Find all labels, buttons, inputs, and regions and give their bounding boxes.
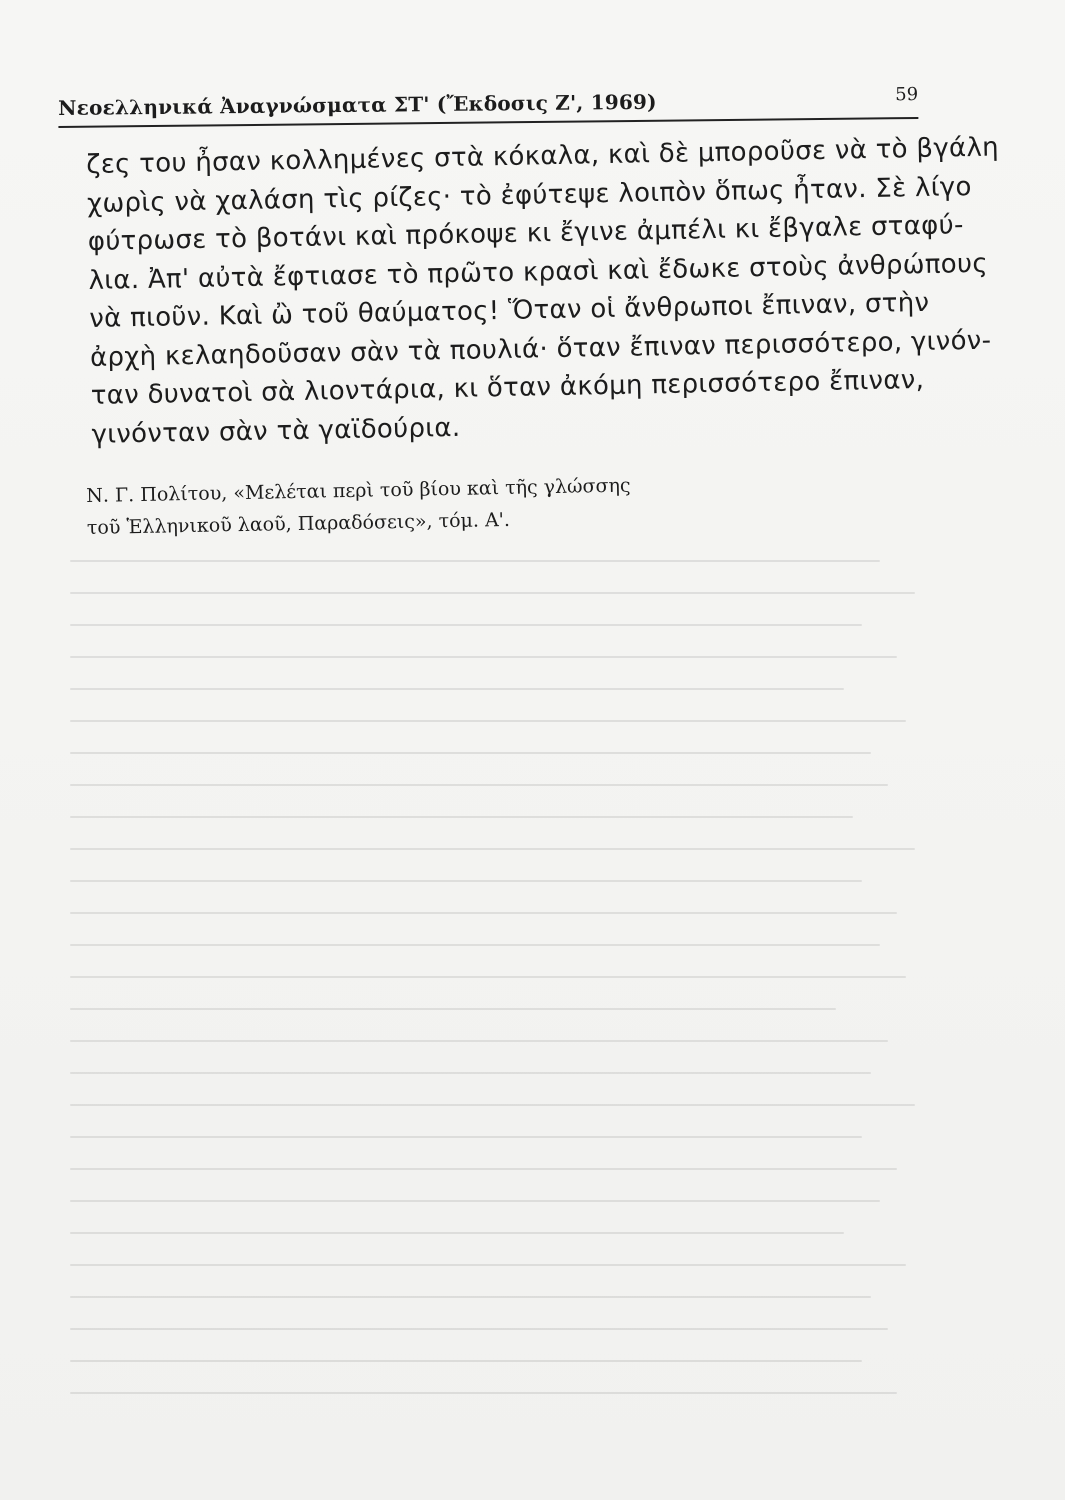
body-line: γινόνταν σὰν τὰ γαϊδούρια. (91, 412, 461, 450)
header-title: Νεοελληνικά Ἀναγνώσματα ΣΤ' (Ἔκδοσις Ζ', 1969) (58, 89, 657, 120)
body-line: ζες του ἦσαν κολλημένες στὰ κόκαλα, καὶ δὲ μποροῦσε νὰ τὸ βγάλη (86, 132, 1000, 180)
body-line: χωρὶς νὰ χαλάση τὶς ρίζες· τὸ ἐφύτεψε λοιπὸν ὅπως ἦταν. Σὲ λίγο (86, 171, 972, 219)
citation-line: Ν. Γ. Πολίτου, «Μελέται περὶ τοῦ βίου καὶ τῆς γλώσσης (86, 474, 631, 507)
page-number: 59 (895, 83, 919, 106)
source-citation (86, 465, 847, 544)
body-paragraph (86, 130, 1000, 454)
body-line: νὰ πιοῦν. Καὶ ὢ τοῦ θαύματος! Ὅταν οἱ ἄνθρωποι ἔπιναν, στὴν (89, 287, 930, 334)
show-through-text (70, 560, 950, 1460)
running-header (58, 77, 918, 128)
body-line: ἀρχὴ κελαηδοῦσαν σὰν τὰ πουλιά· ὅταν ἔπιναν περισσότερο, γινόν- (89, 325, 992, 373)
citation-line: τοῦ Ἑλληνικοῦ λαοῦ, Παραδόσεις», τόμ. Α'. (86, 508, 511, 539)
body-line: ταν δυνατοὶ σὰ λιοντάρια, κι ὅταν ἀκόμη περισσότερο ἔπιναν, (90, 364, 925, 411)
body-line: λια. Ἀπ' αὐτὰ ἔφτιασε τὸ πρῶτο κρασὶ καὶ ἔδωκε στοὺς ἀνθρώπους (88, 248, 989, 296)
body-line: φύτρωσε τὸ βοτάνι καὶ πρόκοψε κι ἔγινε ἀμπέλι κι ἔβγαλε σταφύ- (87, 210, 964, 257)
